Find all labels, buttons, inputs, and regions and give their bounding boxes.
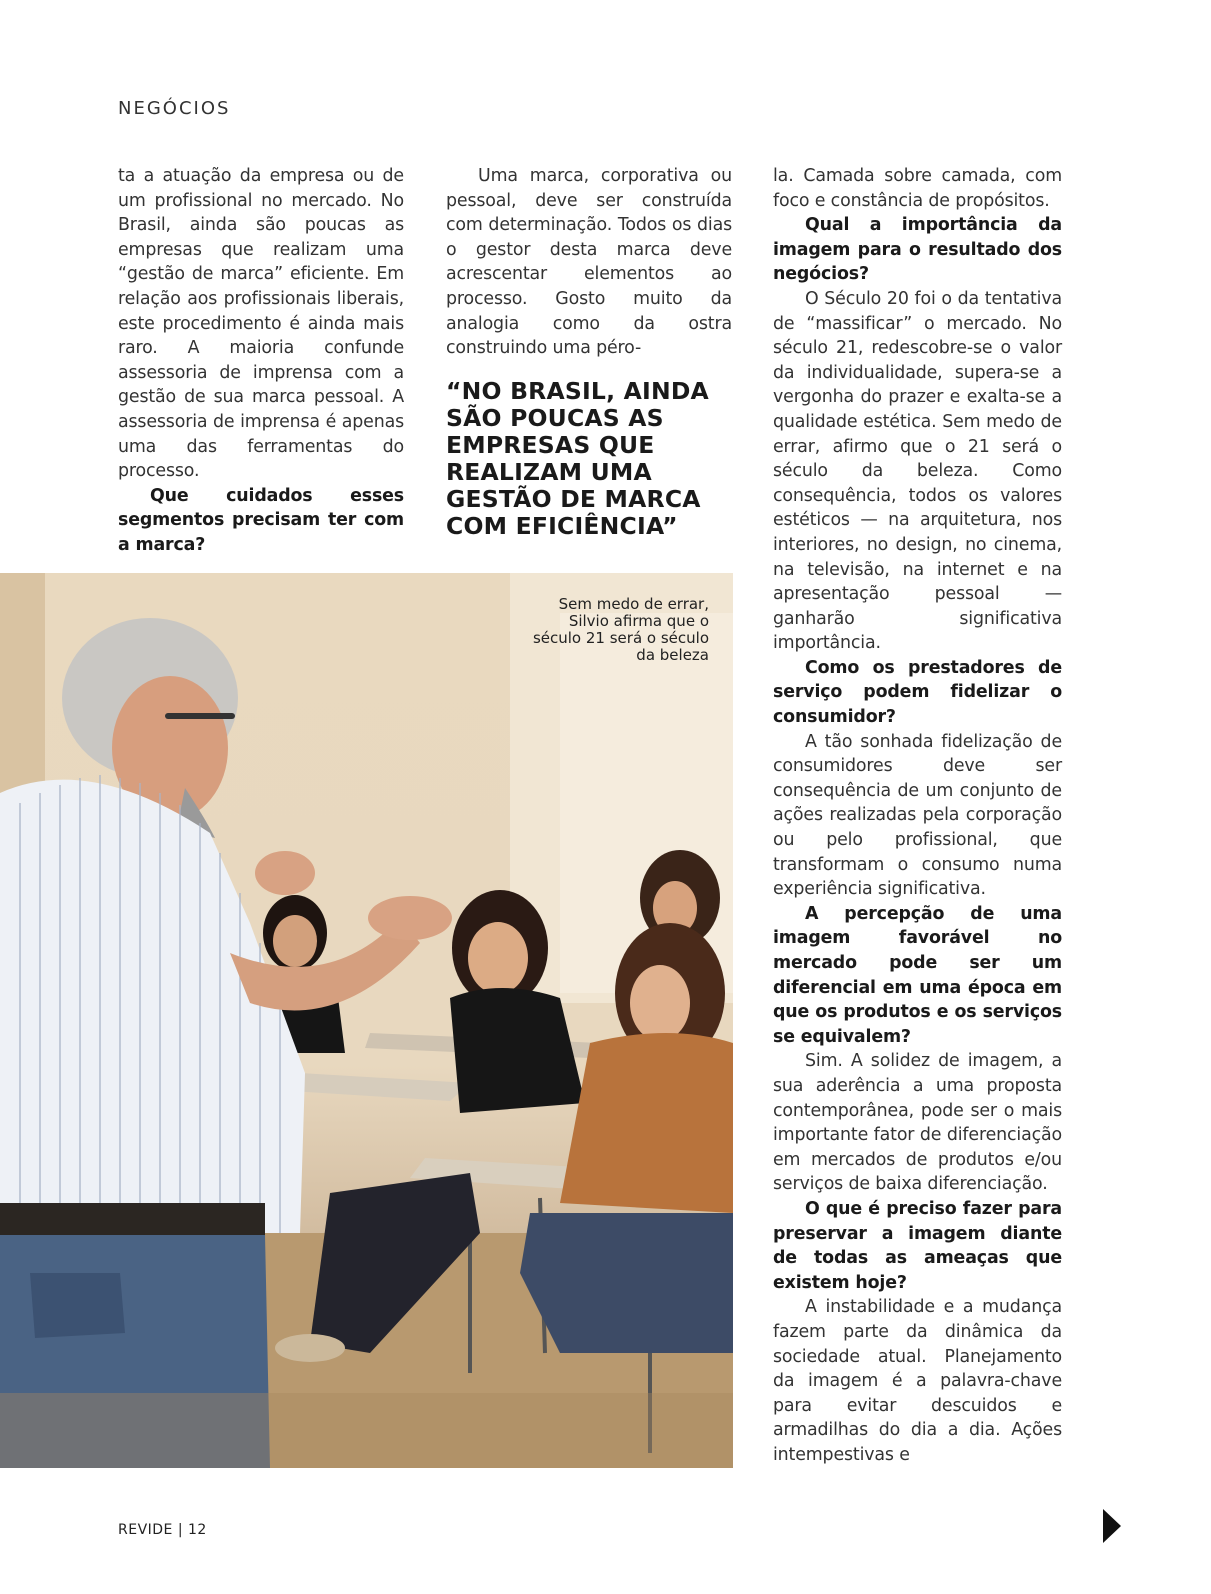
photo-caption: Sem medo de errar, Silvio afirma que o século 21 será o século da beleza [532, 595, 709, 664]
page-footer: REVIDE | 12 [118, 1522, 207, 1538]
classroom-photo [0, 573, 733, 1468]
column-2 [446, 164, 732, 361]
interview-question: O que é preciso fazer para preservar a imagem diante de todas as ameaças que existem hoje? [773, 1198, 1062, 1293]
next-page-arrow-icon[interactable] [1103, 1509, 1121, 1543]
paragraph: A instabilidade e a mudança fazem parte da dinâmica da sociedade atual. Planejamento da imagem é a palavra-chave para evitar descuidos e armadilhas do dia a dia. Ações intempestivas e [773, 1297, 1062, 1465]
paragraph: ta a atuação da empresa ou de um profissional no mercado. No Brasil, ainda são poucas as empresas que realizam uma “gestão de marca” eficiente. Em relação aos profissionais liberais, este procedimento é ainda mais raro. A maioria confunde assessoria de imprensa com a gestão de sua marca pessoal. A assessoria de imprensa é apenas uma das ferramentas do processo. [118, 166, 404, 482]
paragraph: O Século 20 foi o da tentativa de “massificar” o mercado. No século 21, redescobre-se o valor da individualidade, supera-se a vergonha do prazer e exalta-se a qualidade estética. Sem medo de errar, afirmo que o 21 será o século da beleza. Como consequência, todos os valores estéticos — na arquitetura, nos interiores, no design, no cinema, na televisão, na internet e na apresentação pessoal — ganharão significativa importância. [773, 288, 1062, 654]
interview-question: Que cuidados esses segmentos precisam ter com a marca? [118, 485, 404, 555]
pull-quote: “NO BRASIL, AINDA SÃO POUCAS AS EMPRESAS QUE REALIZAM UMA GESTÃO DE MARCA COM EFICIÊNCIA” [446, 377, 709, 540]
paragraph: Uma marca, corporativa ou pessoal, deve ser construída com determinação. Todos os dias o gestor desta marca deve acrescentar elementos ao processo. Gosto muito da analogia como da ostra construindo uma péro- [446, 166, 732, 359]
column-3 [773, 164, 1062, 1467]
paragraph: la. Camada sobre camada, com foco e constância de propósitos. [773, 166, 1062, 211]
paragraph: A tão sonhada fidelização de consumidores deve ser consequência de um conjunto de ações realizadas pela corporação ou pelo profissional, que transformam o consumo numa experiência significativa. [773, 731, 1062, 900]
interview-question: A percepção de uma imagem favorável no mercado pode ser um diferencial em uma época em que os produtos e os serviços se equivalem? [773, 903, 1062, 1047]
interview-question: Qual a importância da imagem para o resultado dos negócios? [773, 215, 1062, 285]
classroom-illustration [0, 573, 733, 1468]
interview-question: Como os prestadores de serviço podem fidelizar o consumidor? [773, 657, 1062, 728]
column-1 [118, 164, 404, 558]
paragraph: Sim. A solidez de imagem, a sua aderência a uma proposta contemporânea, pode ser o mais importante fator de diferenciação em mercados de produtos e/ou serviços de baixa diferenciação. [773, 1051, 1062, 1195]
section-title: NEGÓCIOS [118, 98, 231, 119]
